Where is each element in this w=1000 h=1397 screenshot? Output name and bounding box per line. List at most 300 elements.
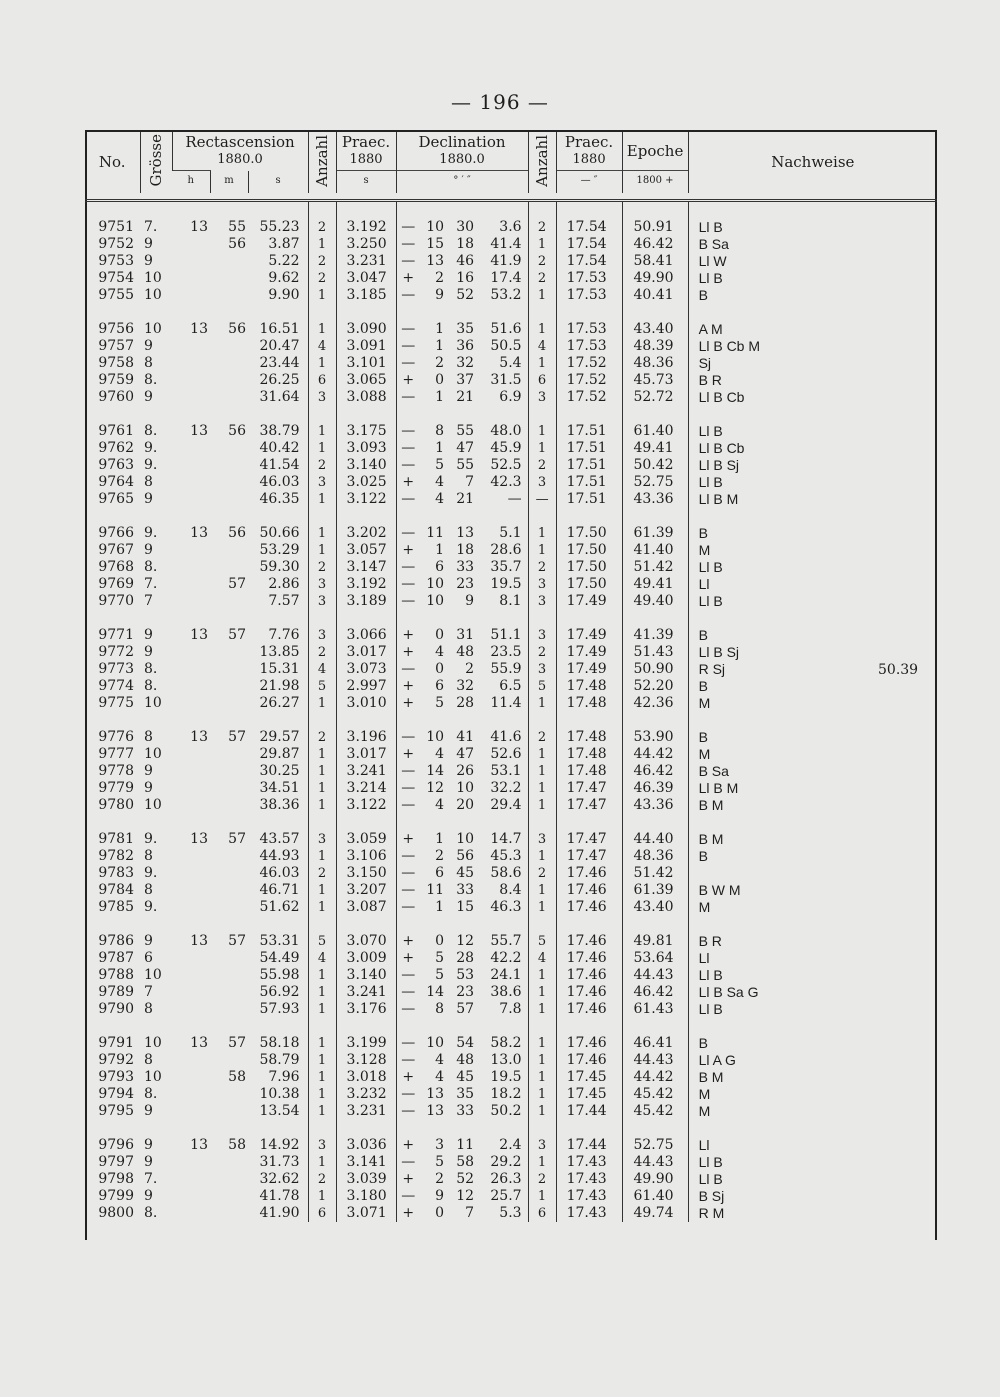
- cell-nw: Ll B M: [688, 780, 937, 797]
- cell-dd: 13: [426, 1103, 445, 1119]
- cell-gr: 6: [144, 950, 153, 966]
- cell-an2: 1: [528, 984, 556, 1001]
- cell-sg: +: [396, 1137, 420, 1154]
- cell-gr: 9: [144, 1154, 153, 1170]
- table-row: [85, 1103, 937, 1120]
- cell-an: 2: [308, 729, 336, 746]
- cell-pr2: 17.43: [556, 1171, 622, 1188]
- cell-s: 32.62: [259, 1171, 300, 1187]
- cell-m: [210, 950, 248, 967]
- cell-no: 9768: [98, 559, 134, 575]
- cell-ep: 49.74: [622, 1205, 688, 1222]
- cell-pr2: 17.49: [556, 644, 622, 661]
- cell-no: 9786: [98, 933, 134, 949]
- cell-dm: 36: [456, 338, 475, 354]
- cell-sg: —: [396, 491, 420, 508]
- table-row: [85, 559, 937, 576]
- table-row: [85, 542, 937, 559]
- cell-gr: 10: [144, 1035, 162, 1051]
- cell-nw: M: [688, 1103, 937, 1120]
- cell-ep: 49.40: [622, 593, 688, 610]
- cell-an2: 1: [528, 1086, 556, 1103]
- table-row: [85, 1001, 937, 1018]
- cell-dd: 0: [435, 372, 445, 388]
- cell-ep: 50.90: [622, 661, 688, 678]
- cell-h: [172, 474, 210, 491]
- cell-an2: 1: [528, 542, 556, 559]
- cell-ds: 5.1: [499, 525, 522, 541]
- cell-m: 56: [228, 321, 246, 337]
- cell-gr: 9.: [144, 899, 158, 915]
- cell-pr2: 17.51: [556, 491, 622, 508]
- cell-no: 9759: [98, 372, 134, 388]
- cell-h: 13: [190, 831, 208, 847]
- cell-ep: 45.73: [622, 372, 688, 389]
- cell-h: [172, 1171, 210, 1188]
- cell-dd: 9: [435, 1188, 445, 1204]
- cell-pr: 3.196: [336, 729, 396, 746]
- cell-an: 6: [308, 372, 336, 389]
- cell-dd: 13: [426, 1086, 445, 1102]
- cell-m: 57: [228, 831, 246, 847]
- cell-h: [172, 848, 210, 865]
- cell-m: [210, 661, 248, 678]
- cell-an2: 4: [528, 950, 556, 967]
- cell-ep: 46.42: [622, 763, 688, 780]
- cell-pr2: 17.44: [556, 1137, 622, 1154]
- group-spacer: [85, 508, 937, 525]
- cell-nw: B: [688, 525, 937, 542]
- cell-h: [172, 865, 210, 882]
- cell-sg: —: [396, 899, 420, 916]
- cell-ds: 42.3: [490, 474, 522, 490]
- cell-pr: 3.093: [336, 440, 396, 457]
- cell-h: [172, 1188, 210, 1205]
- cell-pr: 3.147: [336, 559, 396, 576]
- cell-an2: 2: [528, 559, 556, 576]
- cell-h: 13: [190, 1137, 208, 1153]
- cell-dd: 0: [435, 661, 445, 677]
- table-row: [85, 593, 937, 610]
- cell-pr2: 17.51: [556, 423, 622, 440]
- cell-ds: 6.5: [499, 678, 522, 694]
- cell-h: 13: [190, 729, 208, 745]
- cell-pr: 3.070: [336, 933, 396, 950]
- cell-pr: 3.088: [336, 389, 396, 406]
- cell-ep: 48.36: [622, 355, 688, 372]
- cell-m: [210, 559, 248, 576]
- cell-no: 9776: [98, 729, 134, 745]
- cell-s: 16.51: [259, 321, 300, 337]
- cell-h: [172, 780, 210, 797]
- margin-note: 50.39: [878, 662, 919, 678]
- cell-pr: 3.231: [336, 1103, 396, 1120]
- cell-dm: 48: [456, 1052, 475, 1068]
- cell-dd: 6: [435, 559, 445, 575]
- cell-sg: —: [396, 287, 420, 304]
- cell-ds: 31.5: [490, 372, 522, 388]
- cell-no: 9782: [98, 848, 134, 864]
- cell-no: 9762: [98, 440, 134, 456]
- cell-an: 2: [308, 457, 336, 474]
- cell-h: [172, 899, 210, 916]
- cell-nw: B: [688, 848, 937, 865]
- cell-gr: 9: [144, 338, 153, 354]
- cell-gr: 9.: [144, 457, 158, 473]
- table-row: [85, 491, 937, 508]
- cell-no: 9788: [98, 967, 134, 983]
- cell-dm: 32: [456, 355, 475, 371]
- cell-gr: 10: [144, 746, 162, 762]
- cell-an2: 1: [528, 780, 556, 797]
- cell-ds: 8.4: [499, 882, 522, 898]
- cell-m: 56: [228, 525, 246, 541]
- cell-gr: 8: [144, 729, 153, 745]
- cell-no: 9753: [98, 253, 134, 269]
- cell-s: 55.23: [259, 219, 300, 235]
- cell-gr: 7: [144, 593, 153, 609]
- cell-an2: —: [528, 491, 556, 508]
- cell-ds: 26.3: [490, 1171, 522, 1187]
- cell-dm: 10: [456, 831, 475, 847]
- cell-dm: 47: [456, 746, 475, 762]
- cell-dd: 4: [435, 474, 445, 490]
- cell-ds: 8.1: [499, 593, 522, 609]
- cell-m: [210, 1103, 248, 1120]
- cell-dm: 48: [456, 644, 475, 660]
- cell-pr2: 17.46: [556, 899, 622, 916]
- cell-an: 2: [308, 644, 336, 661]
- table-row: [85, 372, 937, 389]
- cell-ds: 51.1: [490, 627, 522, 643]
- cell-pr2: 17.51: [556, 457, 622, 474]
- cell-s: 41.54: [259, 457, 300, 473]
- table-body: [85, 201, 937, 1223]
- cell-gr: 9: [144, 1188, 153, 1204]
- cell-m: 55: [228, 219, 246, 235]
- cell-gr: 10: [144, 1069, 162, 1085]
- cell-dm: 55: [456, 457, 475, 473]
- cell-m: 58: [228, 1137, 246, 1153]
- table-row: [85, 644, 937, 661]
- cell-pr2: 17.46: [556, 984, 622, 1001]
- table-row: [85, 780, 937, 797]
- table-row: [85, 253, 937, 270]
- cell-an: 1: [308, 525, 336, 542]
- cell-s: 26.25: [259, 372, 300, 388]
- cell-an2: 3: [528, 627, 556, 644]
- cell-h: [172, 695, 210, 712]
- group-spacer: [85, 406, 937, 423]
- group-spacer: [85, 201, 937, 220]
- cell-ds: 42.2: [490, 950, 522, 966]
- epoche-unit: 1800 +: [622, 171, 688, 194]
- cell-pr: 3.176: [336, 1001, 396, 1018]
- cell-m: [210, 967, 248, 984]
- cell-ds: 11.4: [490, 695, 522, 711]
- cell-sg: +: [396, 372, 420, 389]
- cell-dd: 9: [435, 287, 445, 303]
- cell-sg: —: [396, 763, 420, 780]
- cell-s: 13.54: [259, 1103, 300, 1119]
- table-row: [85, 287, 937, 304]
- cell-s: 43.57: [259, 831, 300, 847]
- cell-pr: 3.090: [336, 321, 396, 338]
- cell-gr: 9: [144, 763, 153, 779]
- cell-dm: 35: [456, 1086, 475, 1102]
- cell-no: 9784: [98, 882, 134, 898]
- cell-an2: 2: [528, 865, 556, 882]
- cell-dm: 2: [465, 661, 475, 677]
- cell-pr2: 17.52: [556, 372, 622, 389]
- cell-sg: +: [396, 1205, 420, 1222]
- cell-ep: 43.36: [622, 491, 688, 508]
- cell-ds: 7.8: [499, 1001, 522, 1017]
- cell-h: [172, 950, 210, 967]
- cell-pr2: 17.49: [556, 627, 622, 644]
- cell-pr: 3.199: [336, 1035, 396, 1052]
- cell-no: 9796: [98, 1137, 134, 1153]
- cell-dd: 1: [435, 389, 445, 405]
- cell-dd: 6: [435, 865, 445, 881]
- cell-no: 9795: [98, 1103, 134, 1119]
- cell-gr: 8.: [144, 559, 158, 575]
- cell-pr: 3.059: [336, 831, 396, 848]
- cell-nw: B Sj: [688, 1188, 937, 1205]
- cell-pr: 3.009: [336, 950, 396, 967]
- cell-m: 57: [228, 729, 246, 745]
- cell-pr: 3.192: [336, 219, 396, 236]
- cell-h: [172, 1086, 210, 1103]
- cell-sg: +: [396, 270, 420, 287]
- table-row: [85, 1035, 937, 1052]
- cell-m: [210, 1001, 248, 1018]
- cell-pr: 3.047: [336, 270, 396, 287]
- cell-h: [172, 440, 210, 457]
- cell-dm: 30: [456, 219, 475, 235]
- cell-m: [210, 440, 248, 457]
- cell-ds: 41.6: [490, 729, 522, 745]
- cell-pr2: 17.48: [556, 678, 622, 695]
- cell-dm: 20: [456, 797, 475, 813]
- cell-dd: 0: [435, 627, 445, 643]
- cell-ds: 48.0: [490, 423, 522, 439]
- cell-dd: 2: [435, 355, 445, 371]
- cell-m: [210, 1171, 248, 1188]
- cell-pr2: 17.45: [556, 1086, 622, 1103]
- cell-ep: 61.40: [622, 1188, 688, 1205]
- cell-ds: 55.9: [490, 661, 522, 677]
- cell-no: 9766: [98, 525, 134, 541]
- cell-an2: 1: [528, 797, 556, 814]
- cell-ds: 19.5: [490, 1069, 522, 1085]
- cell-nw: M: [688, 1086, 937, 1103]
- cell-no: 9785: [98, 899, 134, 915]
- col-no-header: No.: [98, 153, 126, 171]
- cell-dm: 23: [456, 984, 475, 1000]
- cell-an2: 1: [528, 321, 556, 338]
- cell-no: 9800: [98, 1205, 134, 1221]
- cell-sg: +: [396, 746, 420, 763]
- cell-an: 4: [308, 661, 336, 678]
- table-row: [85, 1188, 937, 1205]
- cell-pr2: 17.47: [556, 831, 622, 848]
- cell-pr2: 17.52: [556, 355, 622, 372]
- cell-h: [172, 1069, 210, 1086]
- cell-dd: 0: [435, 1205, 445, 1221]
- cell-dm: 23: [456, 576, 475, 592]
- cell-nw: B R: [688, 372, 937, 389]
- cell-ep: 40.41: [622, 287, 688, 304]
- cell-an: 1: [308, 967, 336, 984]
- cell-no: 9773: [98, 661, 134, 677]
- cell-dm: 37: [456, 372, 475, 388]
- cell-an2: 1: [528, 848, 556, 865]
- cell-s: 44.93: [259, 848, 300, 864]
- table-row: [85, 1137, 937, 1154]
- cell-an2: 1: [528, 1154, 556, 1171]
- cell-m: [210, 457, 248, 474]
- cell-s: 10.38: [259, 1086, 300, 1102]
- cell-gr: 9.: [144, 831, 158, 847]
- cell-no: 9790: [98, 1001, 134, 1017]
- table-row: [85, 576, 937, 593]
- cell-gr: 8: [144, 1052, 153, 1068]
- table-row: [85, 423, 937, 440]
- cell-gr: 8: [144, 1001, 153, 1017]
- cell-dm: 18: [456, 542, 475, 558]
- cell-nw: Ll B: [688, 423, 937, 440]
- cell-ds: 18.2: [490, 1086, 522, 1102]
- cell-pr: 3.207: [336, 882, 396, 899]
- cell-nw: Ll B: [688, 559, 937, 576]
- cell-an2: 3: [528, 661, 556, 678]
- cell-an2: 3: [528, 576, 556, 593]
- cell-pr: 3.122: [336, 491, 396, 508]
- cell-dd: 1: [435, 338, 445, 354]
- cell-m: [210, 593, 248, 610]
- cell-s: 58.18: [259, 1035, 300, 1051]
- cell-an: 2: [308, 559, 336, 576]
- table-row: [85, 746, 937, 763]
- cell-m: [210, 763, 248, 780]
- cell-h: [172, 491, 210, 508]
- table-row: [85, 661, 937, 678]
- cell-dd: 4: [435, 1069, 445, 1085]
- cell-ds: 50.2: [490, 1103, 522, 1119]
- table-row: [85, 236, 937, 253]
- praec2-unit: — ″: [556, 171, 622, 194]
- cell-sg: —: [396, 1154, 420, 1171]
- cell-an: 4: [308, 338, 336, 355]
- cell-no: 9772: [98, 644, 134, 660]
- cell-h: [172, 355, 210, 372]
- cell-ds: 46.3: [490, 899, 522, 915]
- cell-pr2: 17.47: [556, 848, 622, 865]
- cell-an: 3: [308, 627, 336, 644]
- cell-ep: 49.81: [622, 933, 688, 950]
- cell-dd: 10: [426, 576, 445, 592]
- cell-an2: 1: [528, 882, 556, 899]
- cell-dm: 15: [456, 899, 475, 915]
- cell-pr2: 17.50: [556, 542, 622, 559]
- cell-nw: Ll W: [688, 253, 937, 270]
- cell-pr: 3.065: [336, 372, 396, 389]
- cell-no: 9789: [98, 984, 134, 1000]
- cell-an2: 3: [528, 474, 556, 491]
- cell-h: [172, 236, 210, 253]
- cell-h: [172, 797, 210, 814]
- cell-dd: 1: [435, 542, 445, 558]
- cell-pr: 3.231: [336, 253, 396, 270]
- cell-m: [210, 338, 248, 355]
- cell-ep: 43.40: [622, 899, 688, 916]
- cell-an2: 1: [528, 440, 556, 457]
- cell-no: 9787: [98, 950, 134, 966]
- cell-pr2: 17.48: [556, 746, 622, 763]
- group-spacer: [85, 610, 937, 627]
- cell-pr: 3.025: [336, 474, 396, 491]
- cell-sg: —: [396, 457, 420, 474]
- cell-dd: 14: [426, 763, 445, 779]
- cell-pr2: 17.46: [556, 882, 622, 899]
- cell-ep: 61.39: [622, 882, 688, 899]
- cell-m: [210, 389, 248, 406]
- cell-an: 4: [308, 950, 336, 967]
- table-row: [85, 763, 937, 780]
- cell-m: [210, 644, 248, 661]
- cell-sg: —: [396, 321, 420, 338]
- cell-dd: 1: [435, 440, 445, 456]
- cell-gr: 9: [144, 644, 153, 660]
- cell-nw: Ll: [688, 1137, 937, 1154]
- cell-an: 1: [308, 542, 336, 559]
- table-row: [85, 1052, 937, 1069]
- cell-dm: 9: [465, 593, 475, 609]
- cell-nw: B Sa: [688, 236, 937, 253]
- cell-an2: 1: [528, 525, 556, 542]
- cell-nw: R Sj: [688, 661, 937, 678]
- cell-s: 7.96: [268, 1069, 300, 1085]
- table-row: [85, 984, 937, 1001]
- cell-nw: Ll B: [688, 219, 937, 236]
- cell-m: [210, 287, 248, 304]
- cell-dm: 54: [456, 1035, 475, 1051]
- cell-m: [210, 253, 248, 270]
- cell-s: 41.78: [259, 1188, 300, 1204]
- cell-ep: 46.39: [622, 780, 688, 797]
- cell-pr2: 17.49: [556, 661, 622, 678]
- cell-ep: 44.40: [622, 831, 688, 848]
- cell-no: 9769: [98, 576, 134, 592]
- cell-an: 3: [308, 593, 336, 610]
- cell-nw: R M: [688, 1205, 937, 1222]
- cell-an: 2: [308, 270, 336, 287]
- cell-an: 1: [308, 1052, 336, 1069]
- cell-an: 1: [308, 1154, 336, 1171]
- cell-an2: 1: [528, 746, 556, 763]
- cell-s: 31.73: [259, 1154, 300, 1170]
- cell-s: 59.30: [259, 559, 300, 575]
- cell-s: 46.03: [259, 865, 300, 881]
- cell-sg: —: [396, 865, 420, 882]
- cell-no: 9758: [98, 355, 134, 371]
- cell-s: 9.62: [268, 270, 300, 286]
- cell-an2: 6: [528, 372, 556, 389]
- group-spacer: [85, 814, 937, 831]
- cell-no: 9763: [98, 457, 134, 473]
- cell-sg: +: [396, 474, 420, 491]
